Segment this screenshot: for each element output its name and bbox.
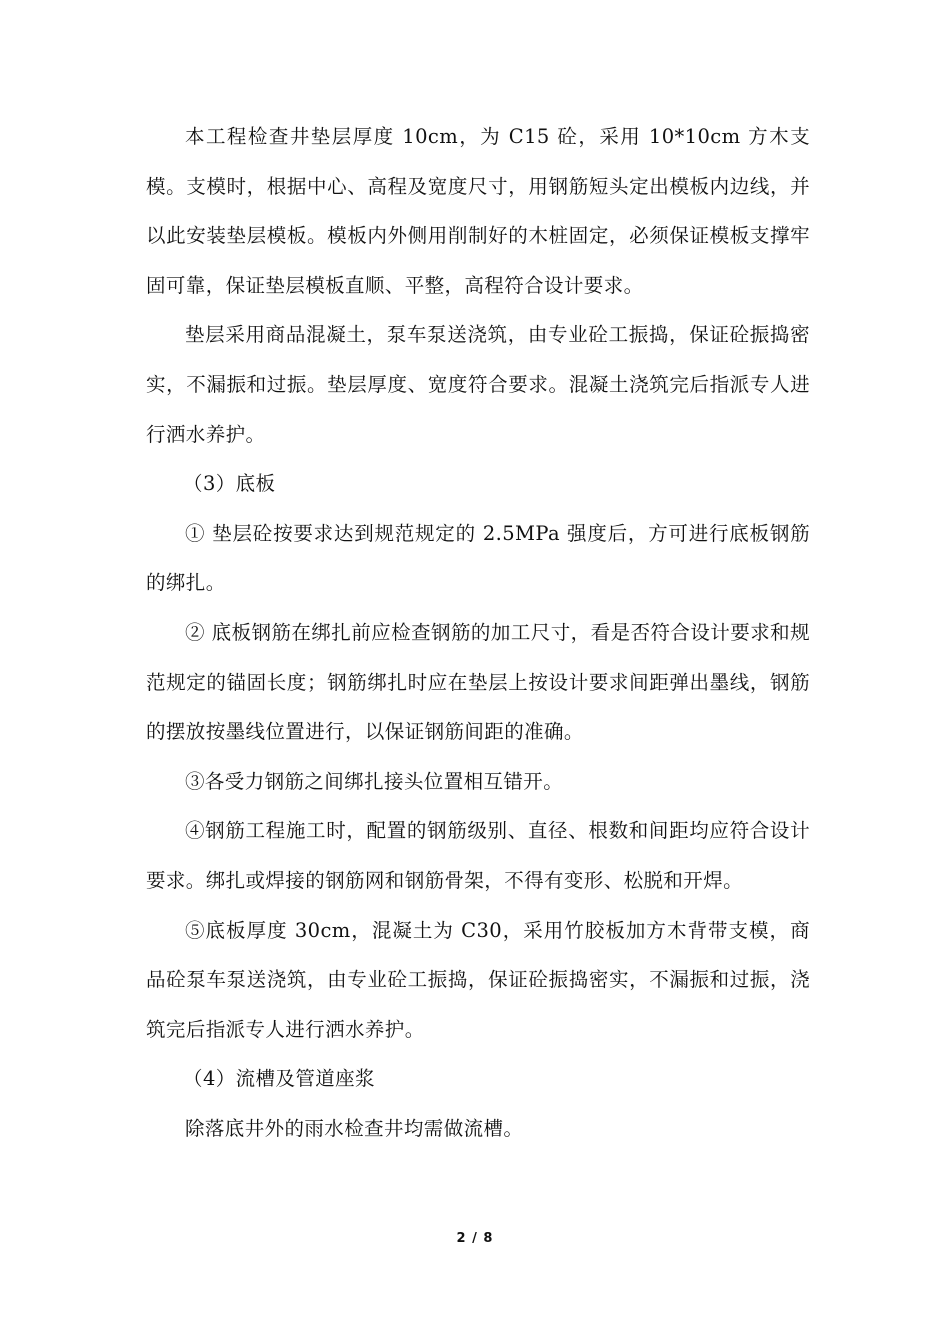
paragraph-cushion-formwork: 本工程检查井垫层厚度 10cm，为 C15 砼，采用 10*10cm 方木支模。支模时，根据中心、高程及宽度尺寸，用钢筋短头定出模板内边线，并以此安装垫层模板。模板内外侧用削制好的木桩固定，必须保证模板支撑牢固可靠，保证垫层模板直顺、平整，高程符合设计要求。 bbox=[146, 125, 810, 297]
section-heading-flow-channel: （4）流槽及管道座浆 bbox=[183, 1067, 375, 1091]
section-heading-bottom-slab: （3）底板 bbox=[183, 472, 276, 496]
paragraph-cushion-concrete: 垫层采用商品混凝土，泵车泵送浇筑，由专业砼工振捣，保证砼振捣密实，不漏振和过振。垫层厚度、宽度符合要求。混凝土浇筑完后指派专人进行洒水养护。 bbox=[146, 323, 810, 446]
page-number: 2 / 8 bbox=[456, 1231, 494, 1246]
list-item-5: ⑤底板厚度 30cm，混凝土为 C30，采用竹胶板加方木背带支模，商品砼泵车泵送浇筑，由专业砼工振捣，保证砼振捣密实，不漏振和过振，浇筑完后指派专人进行洒水养护。 bbox=[146, 918, 810, 1041]
list-item-4: ④钢筋工程施工时，配置的钢筋级别、直径、根数和间距均应符合设计要求。绑扎或焊接的钢筋网和钢筋骨架，不得有变形、松脱和开焊。 bbox=[146, 819, 810, 892]
paragraph-flow-channel: 除落底井外的雨水检查井均需做流槽。 bbox=[185, 1116, 524, 1140]
list-item-3: ③各受力钢筋之间绑扎接头位置相互错开。 bbox=[185, 769, 564, 793]
list-item-1: ① 垫层砼按要求达到规范规定的 2.5MPa 强度后，方可进行底板钢筋的绑扎。 bbox=[146, 521, 810, 595]
document-body bbox=[146, 112, 810, 1153]
list-item-2: ② 底板钢筋在绑扎前应检查钢筋的加工尺寸，看是否符合设计要求和规范规定的锚固长度；钢筋绑扎时应在垫层上按设计要求间距弹出墨线，钢筋的摆放按墨线位置进行，以保证钢筋间距的准确。 bbox=[146, 620, 810, 744]
